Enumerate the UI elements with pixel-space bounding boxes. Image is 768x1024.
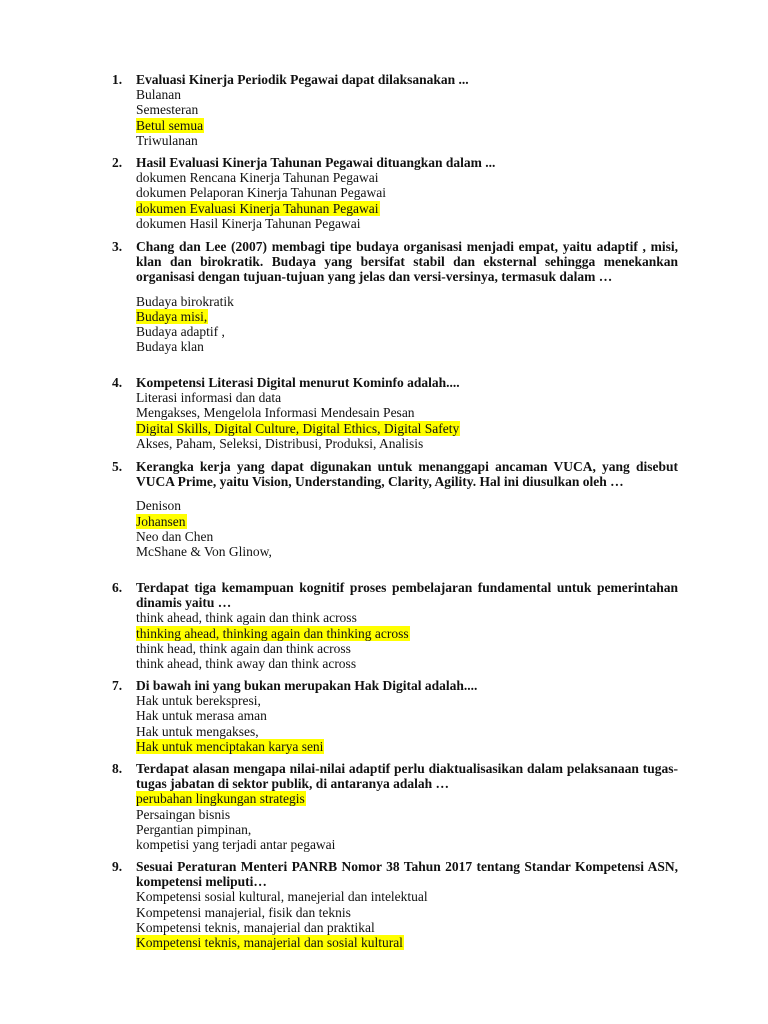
question-7 (112, 678, 678, 754)
answer-option (136, 294, 678, 309)
answer-option (136, 724, 678, 739)
answer-option (136, 498, 678, 513)
question-number: 9. (112, 859, 123, 874)
question-text: Chang dan Lee (2007) membagi tipe budaya organisasi menjadi empat, yaitu adaptif , misi, klan dan birokratik. Budaya yang bersifat stabil dan eksternal sehingga menekankan organisasi dengan tujuan-tujuan yang jelas dan versi-versinya, termasuk dalam … (136, 239, 678, 285)
answer-option-text: Budaya misi, (136, 308, 208, 324)
answer-option (136, 905, 678, 920)
answer-option (136, 610, 678, 625)
answer-option-text: Akses, Paham, Seleksi, Distribusi, Produksi, Analisis (136, 435, 424, 451)
answer-option-text: Kompetensi teknis, manajerial dan praktikal (136, 919, 375, 935)
question-number: 3. (112, 239, 123, 254)
answer-option-text: Persaingan bisnis (136, 806, 231, 822)
answer-option (136, 708, 678, 723)
question-number: 4. (112, 375, 123, 390)
answer-options (136, 693, 678, 754)
answer-option (136, 185, 678, 200)
question-text: Terdapat tiga kemampuan kognitif proses pembelajaran fundamental untuk pemerintahan dinamis yaitu … (136, 580, 678, 611)
answer-option-text: Kompetensi teknis, manajerial dan sosial kultural (136, 935, 403, 951)
correct-answer-option (136, 309, 678, 324)
answer-option (136, 822, 678, 837)
answer-option-text: dokumen Rencana Kinerja Tahunan Pegawai (136, 170, 379, 186)
answer-option (136, 405, 678, 420)
answer-option-text: Hak untuk mengakses, (136, 723, 259, 739)
answer-option (136, 544, 678, 559)
question-6 (112, 580, 678, 671)
question-text: Di bawah ini yang bukan merupakan Hak Digital adalah.... (136, 678, 478, 693)
answer-option-text: Hak untuk berekspresi, (136, 693, 261, 709)
answer-options (136, 294, 678, 355)
answer-option (136, 339, 678, 354)
answer-option-text: Kompetensi sosial kultural, manejerial dan intelektual (136, 889, 428, 905)
answer-option-text: Budaya adaptif , (136, 324, 225, 340)
answer-option-text: Mengakses, Mengelola Informasi Mendesain Pesan (136, 405, 415, 421)
answer-option (136, 837, 678, 852)
question-8 (112, 761, 678, 852)
answer-option-text: Digital Skills, Digital Culture, Digital Ethics, Digital Safety (136, 420, 460, 436)
question-number: 6. (112, 580, 123, 595)
question-text: Hasil Evaluasi Kinerja Tahunan Pegawai dituangkan dalam ... (136, 155, 496, 170)
answer-option-text: Pergantian pimpinan, (136, 821, 252, 837)
question-4 (112, 375, 678, 451)
question-number: 7. (112, 678, 123, 693)
answer-option (136, 436, 678, 451)
question-1 (112, 72, 678, 148)
answer-option-text: kompetisi yang terjadi antar pegawai (136, 837, 336, 853)
answer-options (136, 791, 678, 852)
answer-option-text: Triwulanan (136, 132, 198, 148)
answer-option (136, 693, 678, 708)
answer-options (136, 390, 678, 451)
correct-answer-option (136, 626, 678, 641)
question-9 (112, 859, 678, 950)
answer-option (136, 529, 678, 544)
answer-option-text: think ahead, think away dan think across (136, 656, 357, 672)
answer-option (136, 170, 678, 185)
answer-options (136, 498, 678, 559)
answer-option-text: Denison (136, 498, 181, 514)
question-2 (112, 155, 678, 231)
answer-option (136, 133, 678, 148)
answer-option-text: Hak untuk menciptakan karya seni (136, 738, 324, 754)
question-number: 8. (112, 761, 123, 776)
answer-option-text: Kompetensi manajerial, fisik dan teknis (136, 904, 351, 920)
answer-option (136, 102, 678, 117)
correct-answer-option (136, 739, 678, 754)
correct-answer-option (136, 935, 678, 950)
answer-option-text: Literasi informasi dan data (136, 390, 282, 406)
question-text: Sesuai Peraturan Menteri PANRB Nomor 38 Tahun 2017 tentang Standar Kompetensi ASN, kompetensi meliputi… (136, 859, 678, 890)
answer-options (136, 610, 678, 671)
answer-option-text: Johansen (136, 513, 186, 529)
correct-answer-option (136, 201, 678, 216)
answer-option-text: Neo dan Chen (136, 528, 214, 544)
correct-answer-option (136, 118, 678, 133)
answer-options (136, 170, 678, 231)
answer-option-text: Bulanan (136, 87, 181, 103)
question-5 (112, 459, 678, 559)
answer-option-text: dokumen Pelaporan Kinerja Tahunan Pegawai (136, 185, 386, 201)
answer-option-text: Budaya klan (136, 339, 204, 355)
answer-option-text: McShane & Von Glinow, (136, 544, 272, 560)
answer-option-text: Hak untuk merasa aman (136, 708, 267, 724)
question-number: 2. (112, 155, 123, 170)
question-text: Terdapat alasan mengapa nilai-nilai adaptif perlu diaktualisasikan dalam pelaksanaan tugas-tugas jabatan di sektor publik, di antaranya adalah … (136, 761, 678, 792)
answer-options (136, 87, 678, 148)
question-3 (112, 239, 678, 354)
question-number: 5. (112, 459, 123, 474)
correct-answer-option (136, 514, 678, 529)
question-text: Kompetensi Literasi Digital menurut Kominfo adalah.... (136, 375, 460, 390)
correct-answer-option (136, 791, 678, 806)
answer-options (136, 889, 678, 950)
answer-option (136, 807, 678, 822)
answer-option-text: thinking ahead, thinking again dan thinking across (136, 625, 409, 641)
answer-option-text: think head, think again dan think across (136, 640, 351, 656)
question-number: 1. (112, 72, 123, 87)
answer-option-text: Betul semua (136, 117, 204, 133)
answer-option-text: dokumen Hasil Kinerja Tahunan Pegawai (136, 215, 361, 231)
answer-option (136, 390, 678, 405)
answer-option (136, 87, 678, 102)
answer-option (136, 656, 678, 671)
answer-option-text: think ahead, think again dan think across (136, 610, 357, 626)
answer-option-text: dokumen Evaluasi Kinerja Tahunan Pegawai (136, 200, 379, 216)
question-text: Evaluasi Kinerja Periodik Pegawai dapat dilaksanakan ... (136, 72, 469, 87)
answer-option (136, 641, 678, 656)
question-text: Kerangka kerja yang dapat digunakan untuk menanggapi ancaman VUCA, yang disebut VUCA Prime, yaitu Vision, Understanding, Clarity, Agility. Hal ini diusulkan oleh … (136, 459, 678, 490)
answer-option (136, 920, 678, 935)
answer-option-text: Budaya birokratik (136, 293, 234, 309)
answer-option-text: perubahan lingkungan strategis (136, 791, 305, 807)
answer-option (136, 324, 678, 339)
answer-option (136, 216, 678, 231)
correct-answer-option (136, 421, 678, 436)
answer-option (136, 889, 678, 904)
answer-option-text: Semesteran (136, 102, 199, 118)
